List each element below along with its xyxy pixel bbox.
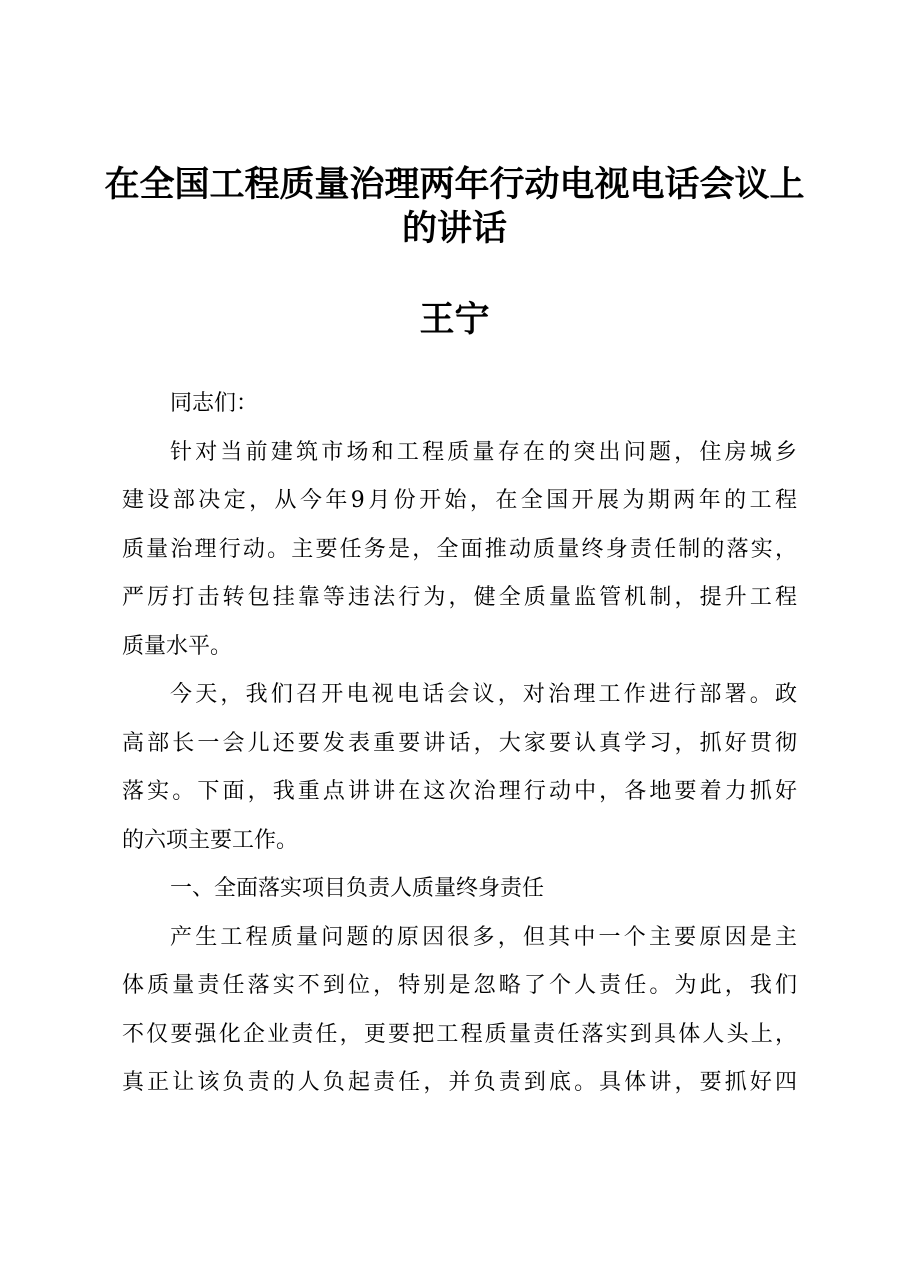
paragraph-line: 的六项主要工作。 — [122, 827, 299, 853]
paragraph-line: 建设部决定，从今年9月份开始，在全国开展为期两年的工程 — [122, 488, 797, 513]
document-title — [100, 163, 809, 251]
paragraph — [122, 914, 797, 1108]
author-name: 王宁 — [419, 300, 490, 340]
title-line: 在全国工程质量治理两年行动电视电话会议上 — [104, 165, 805, 205]
paragraph-line: 真正让该负责的人负起责任，并负责到底。具体讲，要抓好四 — [122, 1070, 797, 1095]
paragraph-line: 针对当前建筑市场和工程质量存在的突出问题，住房城乡 — [170, 439, 797, 465]
paragraph-line: 质量水平。 — [122, 633, 233, 659]
paragraph-line: 体质量责任落实不到位，特别是忽略了个人责任。为此，我们 — [122, 973, 797, 998]
paragraph-line: 严厉打击转包挂靠等违法行为，健全质量监管机制，提升工程 — [122, 585, 797, 610]
paragraph-line: 今天，我们召开电视电话会议，对治理工作进行部署。政 — [170, 682, 797, 707]
paragraph-line: 高部长一会儿还要发表重要讲话，大家要认真学习，抓好贯彻 — [122, 730, 797, 756]
paragraph — [122, 671, 797, 865]
paragraph-line: 质量治理行动。主要任务是，全面推动质量终身责任制的落实， — [122, 536, 797, 562]
paragraph-line: 产生工程质量问题的原因很多，但其中一个主要原因是主 — [170, 924, 797, 950]
paragraph-line: 同志们： — [170, 391, 259, 416]
title-line: 的讲话 — [401, 209, 507, 249]
paragraph-salutation — [122, 380, 797, 429]
paragraph-line: 一、全面落实项目负责人质量终身责任 — [170, 876, 545, 901]
paragraph — [122, 429, 797, 672]
paragraph-line: 不仅要强化企业责任，更要把工程质量责任落实到具体人头上， — [122, 1021, 797, 1047]
section-heading — [122, 865, 797, 914]
paragraph-line: 落实。下面，我重点讲讲在这次治理行动中，各地要着力抓好 — [122, 779, 797, 804]
document-body — [122, 380, 797, 1108]
